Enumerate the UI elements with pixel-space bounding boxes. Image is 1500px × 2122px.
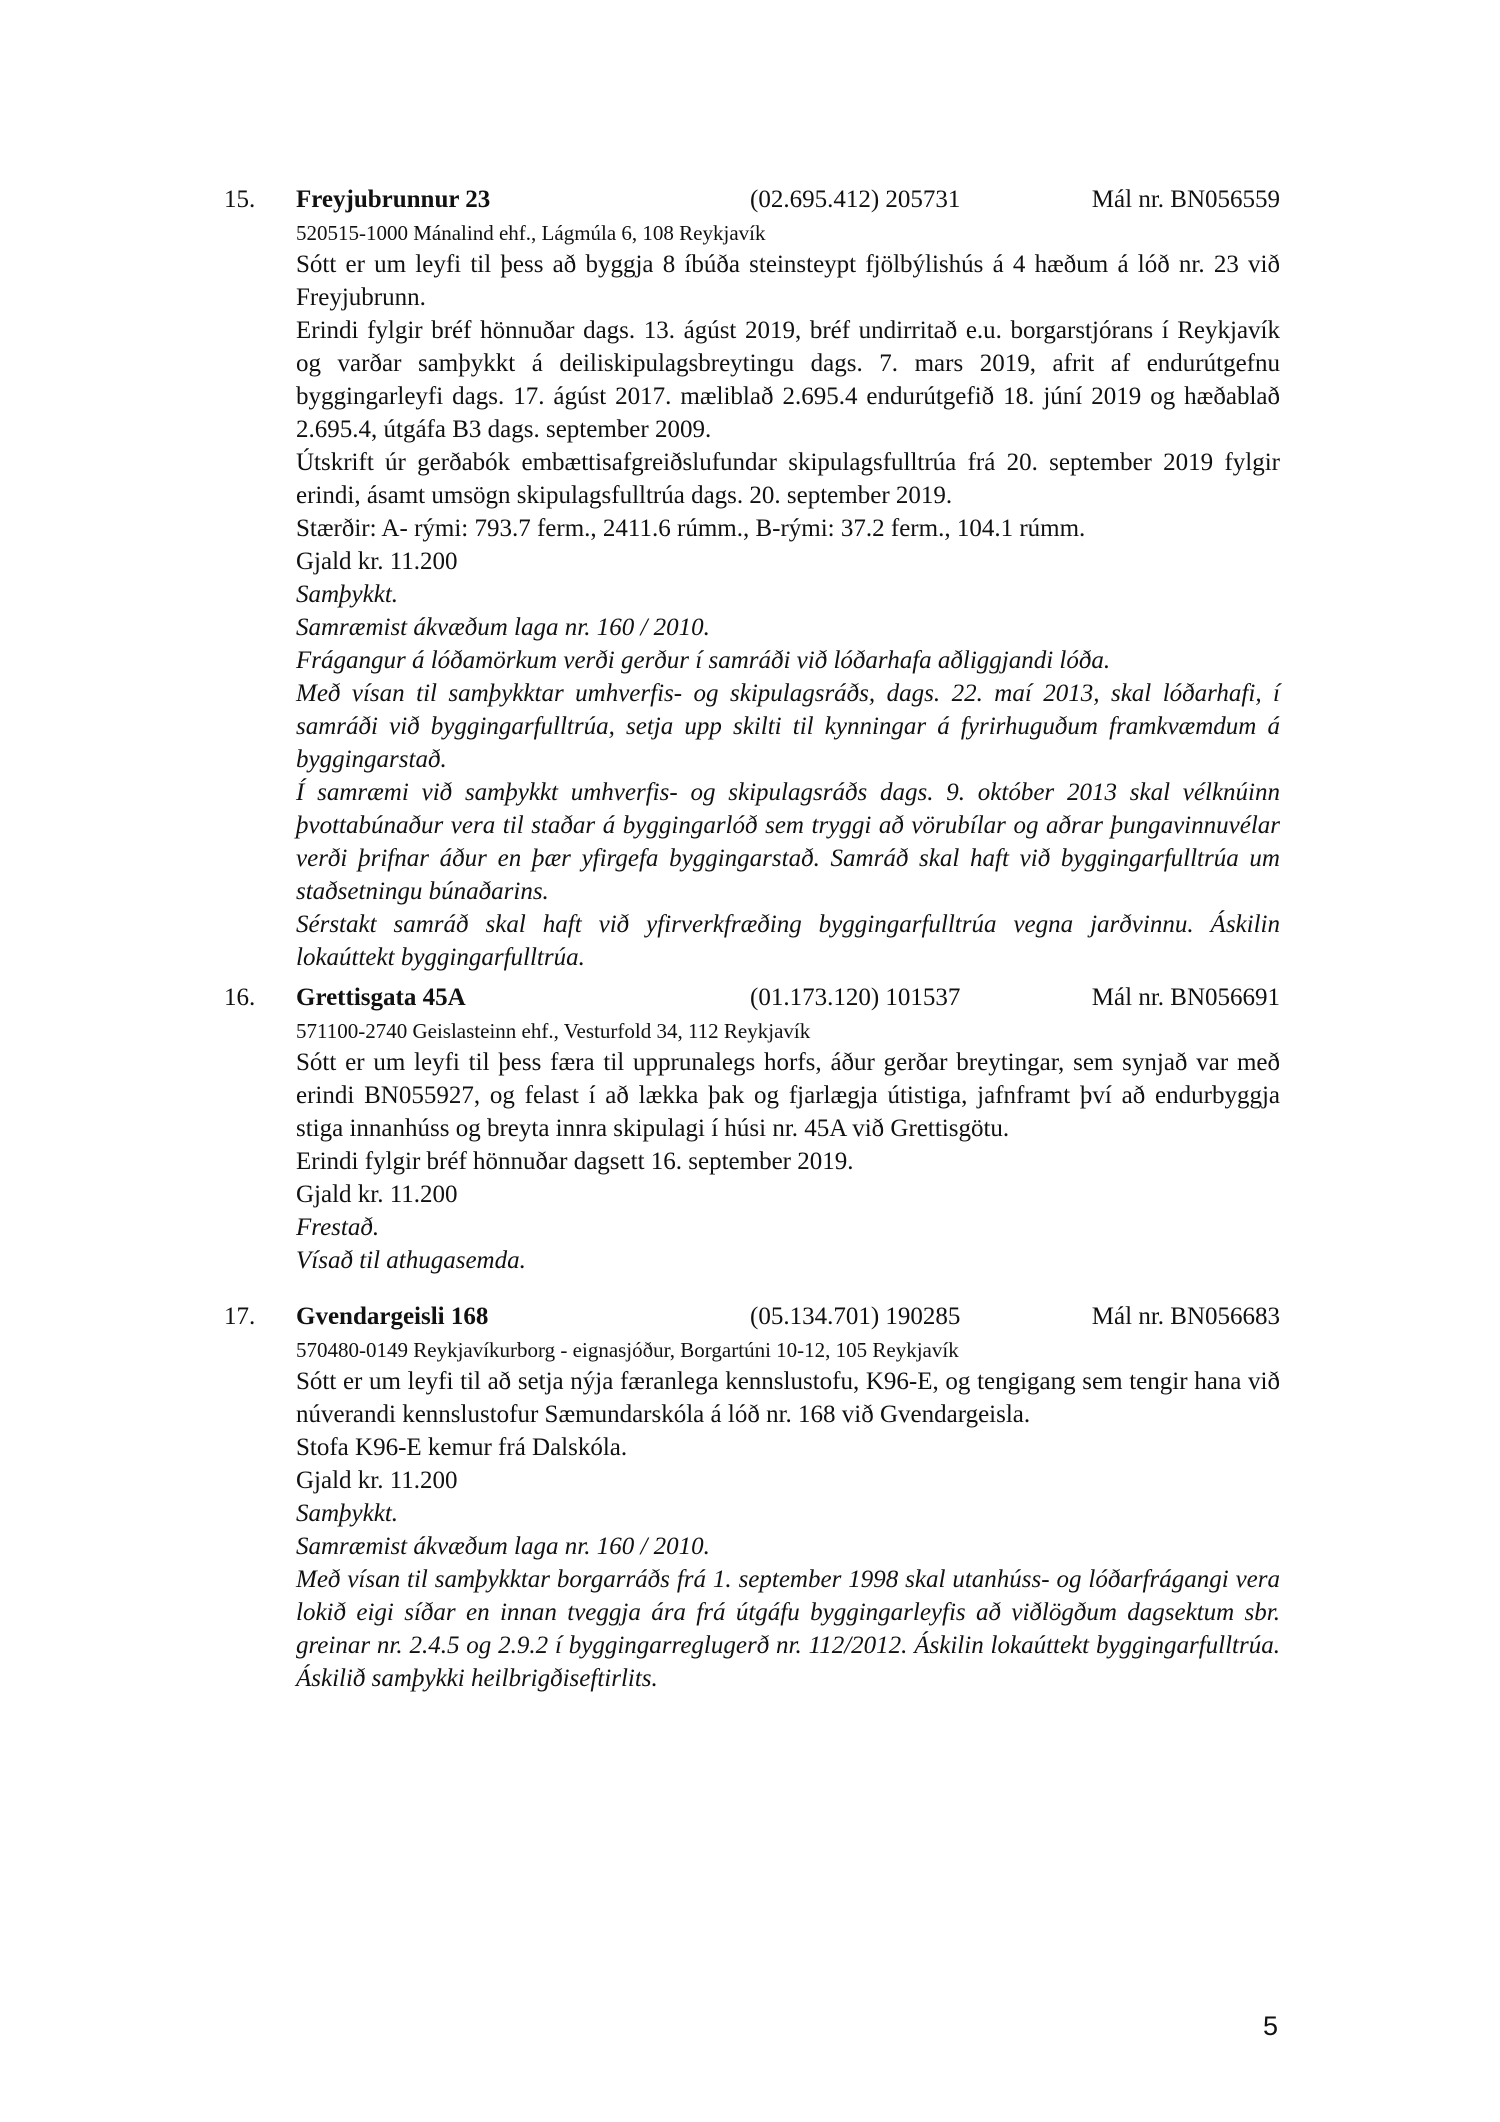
case-land-id: (01.173.120) 101537 (750, 984, 961, 1011)
case-address: Grettisgata 45A (296, 984, 466, 1011)
conformity-note: Samræmist ákvæðum laga nr. 160 / 2010. (296, 1533, 710, 1560)
sizes-paragraph: Stærðir: A- rými: 793.7 ferm., 2411.6 rúmm., B-rými: 37.2 ferm., 104.1 rúmm. (296, 515, 1086, 542)
applicant: 570480-0149 Reykjavíkurborg - eignasjóður, Borgartúni 10-12, 105 Reykjavík (296, 1338, 959, 1362)
conformity-note: Samræmist ákvæðum laga nr. 160 / 2010. (296, 614, 710, 641)
decision-note: Samþykkt. (296, 581, 399, 608)
decision-note: Frestað. (296, 1214, 380, 1241)
decision-note: Samþykkt. (296, 1500, 399, 1527)
fee-paragraph: Gjald kr. 11.200 (296, 1467, 458, 1494)
case-land-id: (02.695.412) 205731 (750, 186, 961, 213)
description-paragraph: Sótt er um leyfi til að setja nýja færanlega kennslustofu, K96-E, og tengigang sem tengir hana við núverandi kennslustofur Sæmundarskóla á lóð nr. 168 við Gvendargeisla. (296, 1368, 1280, 1428)
case-header (0, 181, 1500, 219)
condition-note: Með vísan til samþykktar umhverfis- og skipulagsráðs, dags. 22. maí 2013, skal lóðarhafi, í samráði við byggingarfulltrúa, setja upp skilti til kynningar á fyrirhuguðum framkvæmdum á byggingarstað. (296, 680, 1280, 773)
case-body (296, 1336, 1280, 1695)
case-17 (0, 1298, 1500, 1695)
condition-note: Með vísan til samþykktar borgarráðs frá 1. september 1998 skal utanhúss- og lóðarfrágangi vera lokið eigi síðar en innan tveggja ára frá útgáfu byggingarleyfis að viðlögðum dagsektum sbr. greinar nr. 2.4.5 og 2.9.2 í byggingarreglugerð nr. 112/2012. Áskilin lokaúttekt byggingarfulltrúa. Áskilið samþykki heilbrigðiseftirlits. (296, 1566, 1280, 1692)
attachments-paragraph: Erindi fylgir bréf hönnuðar dags. 13. ágúst 2019, bréf undirritað e.u. borgarstjórans í Reykjavík og varðar samþykkt á deiliskipulagsbreytingu dags. 7. mars 2019, afrit af endurútgefnu byggingarleyfi dags. 17. ágúst 2017. mæliblað 2.695.4 endurútgefið 18. júní 2019 og hæðablað 2.695.4, útgáfa B3 dags. september 2009. (296, 317, 1280, 443)
case-reference: Mál nr. BN056691 (1091, 984, 1280, 1011)
case-body (296, 1017, 1280, 1277)
case-number: 15. (224, 186, 256, 213)
applicant: 571100-2740 Geislasteinn ehf., Vesturfold 34, 112 Reykjavík (296, 1019, 811, 1043)
case-header (0, 1298, 1500, 1336)
minutes-paragraph: Útskrift úr gerðabók embættisafgreiðslufundar skipulagsfulltrúa frá 20. september 2019 fylgir erindi, ásamt umsögn skipulagsfulltrúa dags. 20. september 2019. (296, 449, 1280, 509)
condition-note: Í samræmi við samþykkt umhverfis- og skipulagsráðs dags. 9. október 2013 skal vélknúinn þvottabúnaður vera til staðar á byggingarlóð sem tryggi að vörubílar og aðrar þungavinnuvélar verði þrifnar áður en þær yfirgefa byggingarstað. Samráð skal haft við byggingarfulltrúa um staðsetningu búnaðarins. (296, 779, 1280, 905)
page-number: 5 (1263, 2011, 1279, 2041)
case-header (0, 979, 1500, 1017)
fee-paragraph: Gjald kr. 11.200 (296, 1181, 458, 1208)
origin-paragraph: Stofa K96-E kemur frá Dalskóla. (296, 1434, 628, 1461)
attachments-paragraph: Erindi fylgir bréf hönnuðar dagsett 16. september 2019. (296, 1148, 854, 1175)
case-15 (0, 181, 1500, 974)
case-body (296, 219, 1280, 974)
case-address: Freyjubrunnur 23 (296, 186, 491, 213)
case-reference: Mál nr. BN056559 (1091, 186, 1280, 213)
case-reference: Mál nr. BN056683 (1091, 1303, 1280, 1330)
condition-note: Frágangur á lóðamörkum verði gerður í samráði við lóðarhafa aðliggjandi lóða. (296, 647, 1111, 674)
case-address: Gvendargeisli 168 (296, 1303, 489, 1330)
case-number: 16. (224, 984, 256, 1011)
description-paragraph: Sótt er um leyfi til þess færa til upprunalegs horfs, áður gerðar breytingar, sem synjað var með erindi BN055927, og felast í að lækka þak og fjarlægja útistiga, jafnframt því að endurbyggja stiga innanhúss og breyta innra skipulagi í húsi nr. 45A við Grettisgötu. (296, 1049, 1280, 1142)
applicant: 520515-1000 Mánalind ehf., Lágmúla 6, 108 Reykjavík (296, 221, 766, 245)
case-16 (0, 979, 1500, 1277)
description-paragraph: Sótt er um leyfi til þess að byggja 8 íbúða steinsteypt fjölbýlishús á 4 hæðum á lóð nr. 23 við Freyjubrunn. (296, 251, 1280, 311)
fee-paragraph: Gjald kr. 11.200 (296, 548, 458, 575)
referral-note: Vísað til athugasemda. (296, 1247, 526, 1274)
condition-note: Sérstakt samráð skal haft við yfirverkfræðing byggingarfulltrúa vegna jarðvinnu. Áskilin lokaúttekt byggingarfulltrúa. (296, 911, 1280, 971)
case-land-id: (05.134.701) 190285 (750, 1303, 961, 1330)
case-number: 17. (224, 1303, 256, 1330)
